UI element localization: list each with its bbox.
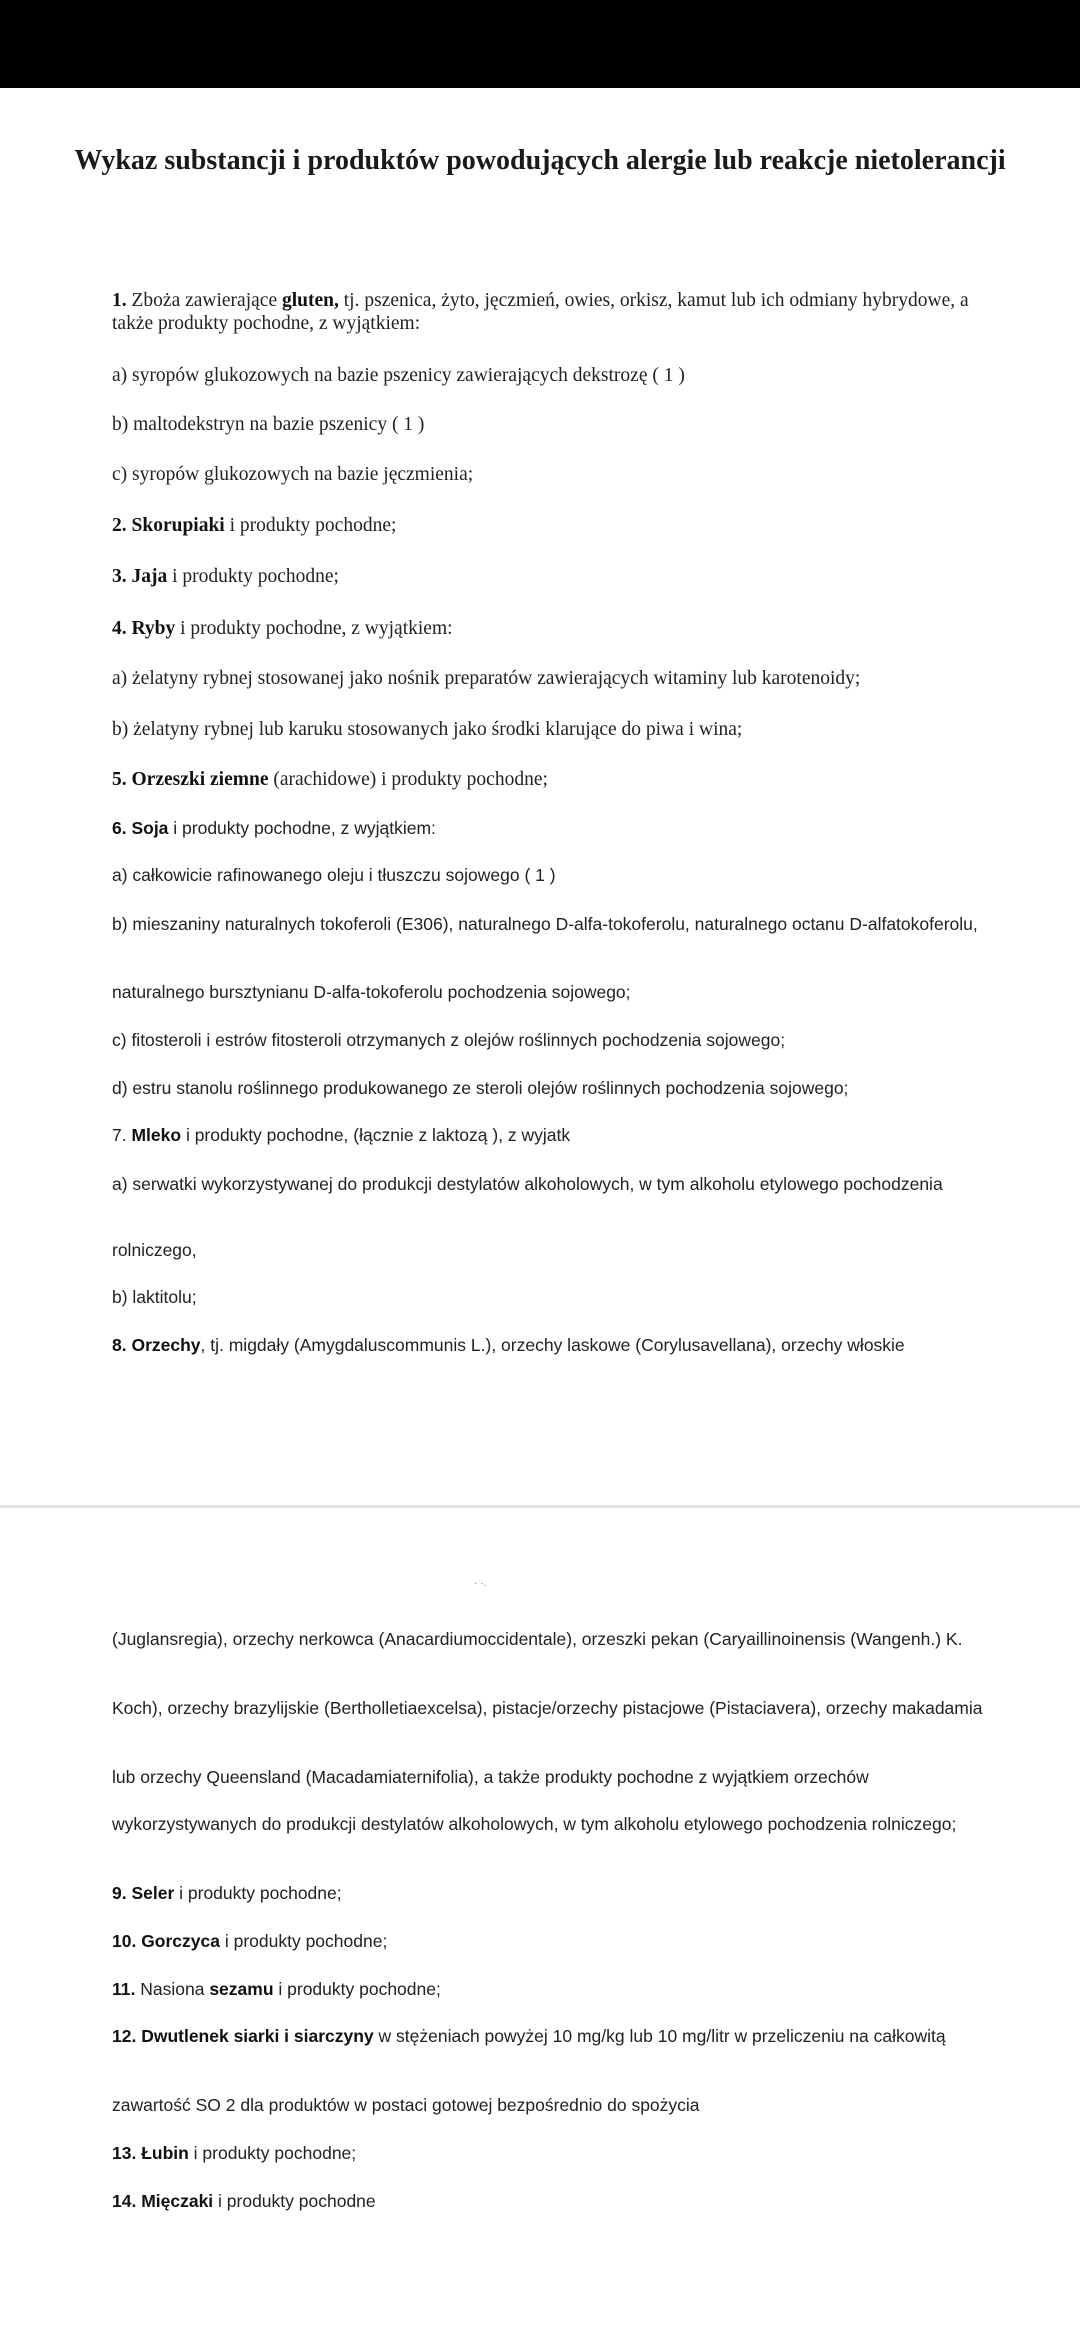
item-12-continued: zawartość SO 2 dla produktów w postaci gotowej bezpośrednio do spożycia xyxy=(112,2095,700,2115)
document-title: Wykaz substancji i produktów powodujących alergie lub reakcje nietolerancji xyxy=(74,145,1006,176)
item-6c: c) fitosteroli i estrów fitosteroli otrzymanych z olejów roślinnych pochodzenia sojowego; xyxy=(112,1030,786,1050)
item-11-sezam: 11. Nasiona sezamu i produkty pochodne; xyxy=(112,1979,441,1999)
item-1a: a) syropów glukozowych na bazie pszenicy zawierających dekstrozę ( 1 ) xyxy=(112,365,685,386)
item-9-seler: 9. Seler i produkty pochodne; xyxy=(112,1883,342,1903)
item-10-gorczyca: 10. Gorczyca i produkty pochodne; xyxy=(112,1931,388,1951)
item-1-gluten: 1. Zboża zawierające gluten, tj. pszenica, żyto, jęczmień, owies, orkisz, kamut lub ich odmiany hybrydowe, a także produkty pochodne, z wyjątkiem: xyxy=(112,290,969,334)
item-8-continued-3: lub orzechy Queensland (Macadamiaternifolia), a także produkty pochodne z wyjątkiem orzechów xyxy=(112,1767,869,1787)
item-1c: c) syropów glukozowych na bazie jęczmienia; xyxy=(112,464,474,485)
item-14-mieczaki: 14. Mięczaki i produkty pochodne xyxy=(112,2191,376,2211)
item-1b: b) maltodekstryn na bazie pszenicy ( 1 ) xyxy=(112,414,425,435)
top-black-bar xyxy=(0,0,1080,88)
item-8-continued-2: Koch), orzechy brazylijskie (Bertholletiaexcelsa), pistacje/orzechy pistacjowe (Pistaciavera), orzechy makadamia xyxy=(112,1698,983,1718)
item-4-ryby: 4. Ryby i produkty pochodne, z wyjątkiem: xyxy=(112,618,453,639)
item-6b: b) mieszaniny naturalnych tokoferoli (E306), naturalnego D-alfa-tokoferolu, naturalnego octanu D-alfatokoferolu, xyxy=(112,914,978,934)
item-7a: a) serwatki wykorzystywanej do produkcji destylatów alkoholowych, w tym alkoholu etylowego pochodzenia xyxy=(112,1174,943,1194)
item-6d: d) estru stanolu roślinnego produkowanego ze steroli olejów roślinnych pochodzenia sojowego; xyxy=(112,1078,849,1098)
item-8-continued-1: (Juglansregia), orzechy nerkowca (Anacardiumoccidentale), orzeszki pekan (Caryaillinoinensis (Wangenh.) K. xyxy=(112,1629,963,1649)
item-2-skorupiaki: 2. Skorupiaki i produkty pochodne; xyxy=(112,515,397,536)
item-6a: a) całkowicie rafinowanego oleju i tłuszczu sojowego ( 1 ) xyxy=(112,865,556,885)
item-5-orzeszki-ziemne: 5. Orzeszki ziemne (arachidowe) i produkty pochodne; xyxy=(112,769,548,790)
item-6-soja: 6. Soja i produkty pochodne, z wyjątkiem: xyxy=(112,818,436,838)
page-divider xyxy=(0,1505,1080,1508)
item-12-dwutlenek-siarki: 12. Dwutlenek siarki i siarczyny w stężeniach powyżej 10 mg/kg lub 10 mg/litr w przeliczeniu na całkowitą xyxy=(112,2026,946,2046)
item-4a: a) żelatyny rybnej stosowanej jako nośnik preparatów zawierających witaminy lub karotenoidy; xyxy=(112,668,861,689)
item-7-mleko: 7. Mleko i produkty pochodne, (łącznie z laktozą ), z wyjatk xyxy=(112,1125,571,1145)
item-8-orzechy: 8. Orzechy, tj. migdały (Amygdaluscommunis L.), orzechy laskowe (Corylusavellana), orzechy włoskie xyxy=(112,1335,905,1355)
item-13-lubin: 13. Łubin i produkty pochodne; xyxy=(112,2143,357,2163)
item-7b: b) laktitolu; xyxy=(112,1287,197,1307)
item-6b-continued: naturalnego bursztynianu D-alfa-tokoferolu pochodzenia sojowego; xyxy=(112,982,631,1002)
item-4b: b) żelatyny rybnej lub karuku stosowanych jako środki klarujące do piwa i wina; xyxy=(112,719,743,740)
item-8-continued-4: wykorzystywanych do produkcji destylatów alkoholowych, w tym alkoholu etylowego pochodzenia rolniczego; xyxy=(112,1814,957,1834)
scan-speck: · ·. xyxy=(474,1578,487,1589)
item-3-jaja: 3. Jaja i produkty pochodne; xyxy=(112,566,339,587)
item-7a-continued: rolniczego, xyxy=(112,1240,197,1260)
